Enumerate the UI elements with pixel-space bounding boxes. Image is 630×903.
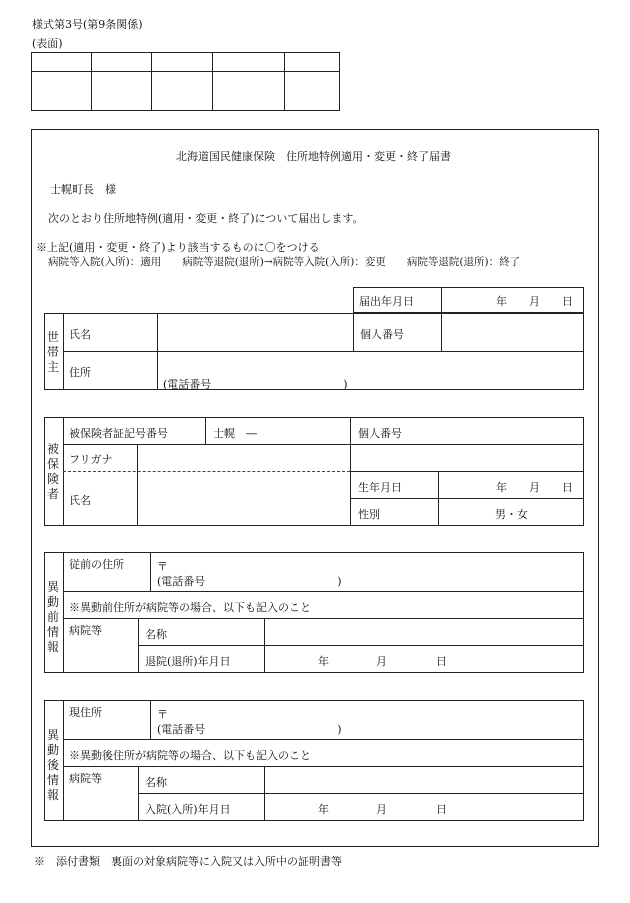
- after-note: ※異動後住所が病院等の場合、以下も記入のこと: [69, 749, 311, 762]
- note-line-2: 病院等入院(入所)：適用 病院等退院(退所)→病院等入院(入所)：変更 病院等退院(退所)：終了: [48, 256, 521, 268]
- insured-birth-label: 生年月日: [358, 481, 402, 494]
- filing-date-field[interactable]: 年 月 日: [496, 295, 573, 308]
- householder-id-field[interactable]: [444, 316, 581, 348]
- before-date-month[interactable]: 月: [376, 655, 387, 668]
- after-date-label: 入院(入所)年月日: [145, 803, 231, 816]
- before-address-label: 従前の住所: [69, 558, 124, 571]
- householder-id-label: 個人番号: [360, 328, 404, 341]
- note-line-1: ※上記(適用・変更・終了)より該当するものに〇をつける: [36, 241, 320, 254]
- householder-name-label: 氏名: [69, 328, 91, 341]
- insured-furigana-label: フリガナ: [69, 453, 113, 466]
- insured-name-label: 氏名: [69, 494, 91, 507]
- before-note: ※異動前住所が病院等の場合、以下も記入のこと: [69, 601, 311, 614]
- after-date-year[interactable]: 年: [318, 803, 329, 816]
- insured-sex-field[interactable]: 男・女: [495, 508, 528, 521]
- after-postal-mark: 〒: [157, 708, 168, 721]
- before-date-label: 退院(退所)年月日: [145, 655, 231, 668]
- householder-address-label: 住所: [69, 366, 91, 379]
- after-hospital-label: 病院等: [69, 772, 102, 785]
- insured-card-number-field[interactable]: 士幌 ―: [213, 427, 257, 440]
- before-phone[interactable]: (電話番号 ): [157, 575, 342, 588]
- before-hospital-label: 病院等: [69, 624, 102, 637]
- after-date-month[interactable]: 月: [376, 803, 387, 816]
- householder-section-label: 世 帯 主: [46, 330, 59, 374]
- insured-card-number-label: 被保険者証記号番号: [69, 427, 168, 440]
- after-hospital-name-label: 名称: [145, 776, 167, 789]
- after-move-section-label: 異 動 後 情 報: [46, 728, 59, 802]
- before-date-day[interactable]: 日: [436, 655, 447, 668]
- insured-id-label: 個人番号: [358, 427, 402, 440]
- before-date-year[interactable]: 年: [318, 655, 329, 668]
- form-number: 様式第3号(第9条関係): [32, 18, 143, 31]
- before-move-section-label: 異 動 前 情 報: [46, 580, 59, 654]
- before-postal-mark: 〒: [157, 560, 168, 573]
- after-date-day[interactable]: 日: [436, 803, 447, 816]
- filing-date-label: 届出年月日: [359, 295, 414, 308]
- insured-sex-label: 性別: [358, 508, 380, 521]
- insured-birth-field[interactable]: 年 月 日: [496, 481, 573, 494]
- after-address-label: 現住所: [69, 706, 102, 719]
- insured-section-label: 被 保 険 者: [46, 442, 59, 501]
- after-phone[interactable]: (電話番号 ): [157, 723, 342, 736]
- householder-name-field[interactable]: [160, 316, 350, 348]
- intro-text: 次のとおり住所地特例(適用・変更・終了)について届出します。: [48, 212, 364, 225]
- addressee: 士幌町長 様: [50, 183, 116, 196]
- before-hospital-name-label: 名称: [145, 628, 167, 641]
- attachment-note: ※ 添付書類 裏面の対象病院等に入院又は入所中の証明書等: [34, 855, 342, 868]
- householder-phone[interactable]: (電話番号 ): [163, 378, 348, 391]
- form-title: 北海道国民健康保険 住所地特例適用・変更・終了届書: [176, 150, 451, 163]
- form-side-label: (表面): [32, 37, 63, 50]
